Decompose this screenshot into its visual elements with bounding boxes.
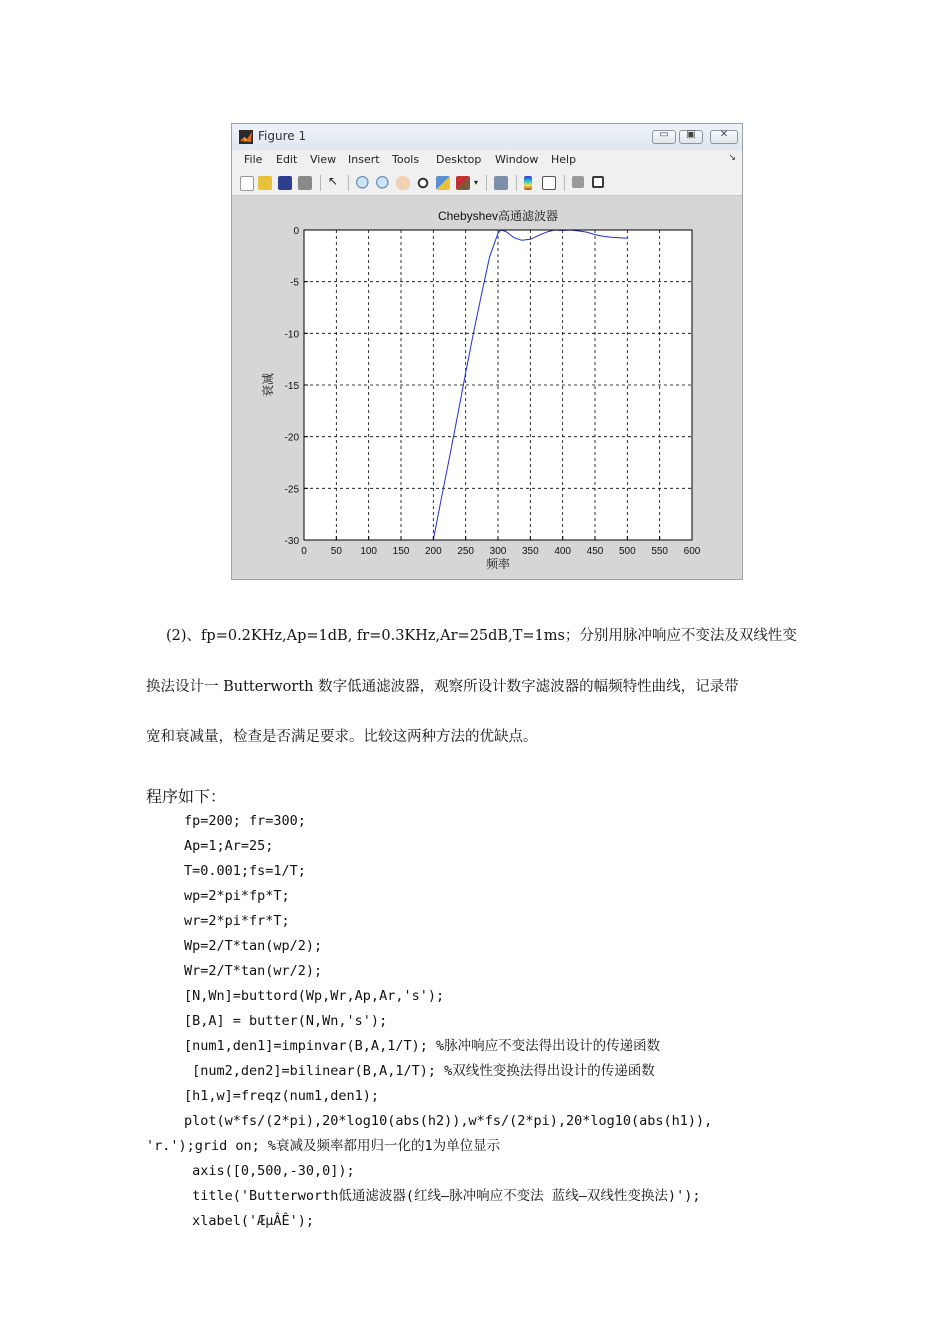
new-figure-icon[interactable] xyxy=(240,176,254,191)
toolbar-separator xyxy=(348,175,349,191)
menu-desktop[interactable]: Desktop xyxy=(436,153,482,166)
code-line: T=0.001;fs=1/T; xyxy=(184,863,306,879)
code-line: [num1,den1]=impinvar(B,A,1/T); %脉冲响应不变法得出设计的传递函数 xyxy=(184,1038,661,1054)
hide-plot-tools-icon[interactable] xyxy=(572,176,584,188)
task-paragraph-line-1: (2)、fp=0.2KHz,Ap=1dB, fr=0.3KHz,Ar=25dB,T=1ms；分别用脉冲响应不变法及双线性变 xyxy=(166,628,797,644)
code-line: [num2,den2]=bilinear(B,A,1/T); %双线性变换法得出设计的传递函数 xyxy=(184,1063,655,1079)
code-line: wr=2*pi*fr*T; xyxy=(184,913,290,929)
y-tick-label: -15 xyxy=(284,381,299,392)
x-tick-label: 200 xyxy=(424,546,442,557)
minimize-icon: ▭ xyxy=(659,129,669,140)
program-heading: 程序如下： xyxy=(146,787,227,806)
y-tick-label: -10 xyxy=(284,329,299,341)
y-axis-label: 衰减 xyxy=(261,372,275,398)
menu-help[interactable]: Help xyxy=(551,153,577,166)
x-tick-label: 300 xyxy=(489,546,507,557)
show-plot-tools-icon[interactable] xyxy=(592,176,604,188)
matlab-figure-window xyxy=(231,123,743,580)
x-tick-label: 100 xyxy=(360,546,378,557)
link-plot-icon[interactable] xyxy=(494,176,508,190)
x-tick-label: 50 xyxy=(330,546,342,557)
legend-icon[interactable] xyxy=(542,176,556,190)
close-icon: ✕ xyxy=(719,129,729,140)
code-line: axis([0,500,-30,0]); xyxy=(184,1163,355,1179)
toolbar-separator xyxy=(516,175,517,191)
x-axis-label: 频率 xyxy=(485,557,511,571)
figure-canvas xyxy=(232,196,742,580)
code-line: Wp=2/T*tan(wp/2); xyxy=(184,938,323,954)
code-line: title('Butterworth低通滤波器(红线—脉冲响应不变法 蓝线—双线性变换法)'); xyxy=(184,1188,701,1204)
brush-dropdown-icon[interactable]: ▾ xyxy=(474,178,479,187)
save-icon[interactable] xyxy=(278,176,292,190)
code-line: xlabel('ÆµÂÊ'); xyxy=(184,1213,315,1229)
code-line: Wr=2/T*tan(wr/2); xyxy=(184,963,323,979)
y-tick-label: -25 xyxy=(284,484,299,496)
menu-window[interactable]: Window xyxy=(495,153,539,166)
toolbar-separator xyxy=(486,175,487,191)
x-tick-label: 600 xyxy=(683,546,701,557)
code-line: [B,A] = butter(N,Wn,'s'); xyxy=(184,1013,388,1029)
x-tick-label: 500 xyxy=(618,546,636,557)
y-tick-label: -5 xyxy=(290,277,299,289)
open-file-icon[interactable] xyxy=(258,176,272,190)
window-title: Figure 1 xyxy=(258,129,307,143)
brush-icon[interactable] xyxy=(456,176,470,190)
x-tick-label: 350 xyxy=(521,546,539,557)
menu-tools[interactable]: Tools xyxy=(392,153,420,166)
code-line: 'r.');grid on; %衰减及频率都用归一化的1为单位显示 xyxy=(146,1138,501,1154)
x-tick-label: 250 xyxy=(457,546,475,557)
code-line: Ap=1;Ar=25; xyxy=(184,838,274,854)
x-tick-label: 450 xyxy=(586,546,604,557)
maximize-icon: ▣ xyxy=(686,129,696,140)
menu-file[interactable]: File xyxy=(244,153,263,166)
code-line: wp=2*pi*fp*T; xyxy=(184,888,290,904)
x-tick-label: 0 xyxy=(301,546,307,557)
pan-hand-icon[interactable] xyxy=(396,176,410,190)
menu-view[interactable]: View xyxy=(310,153,337,166)
x-tick-label: 400 xyxy=(554,546,572,557)
data-cursor-icon[interactable] xyxy=(436,176,450,190)
matlab-logo-icon xyxy=(239,130,253,144)
maximize-button[interactable] xyxy=(679,130,703,144)
menu-dock-arrow-icon[interactable]: ↘ xyxy=(728,153,736,163)
menu-bar xyxy=(232,150,742,170)
toolbar-separator xyxy=(564,175,565,191)
menu-insert[interactable]: Insert xyxy=(348,153,380,166)
y-tick-label: 0 xyxy=(293,226,299,237)
code-line: plot(w*fs/(2*pi),20*log10(abs(h2)),w*fs/(2*pi),20*log10(abs(h1)), xyxy=(184,1113,713,1129)
menu-edit[interactable]: Edit xyxy=(276,153,298,166)
x-tick-label: 550 xyxy=(651,546,669,557)
print-icon[interactable] xyxy=(298,176,312,190)
close-button[interactable] xyxy=(710,130,738,144)
y-tick-label: -20 xyxy=(284,432,299,444)
window-titlebar[interactable] xyxy=(232,124,742,150)
task-paragraph-line-2: 换法设计一 Butterworth 数字低通滤波器，观察所设计数字滤波器的幅频特性曲线，记录带 xyxy=(146,679,739,695)
figure-toolbar xyxy=(232,170,742,196)
chart-title: Chebyshev高通滤波器 xyxy=(437,209,559,223)
toolbar-separator xyxy=(320,175,321,191)
x-tick-label: 150 xyxy=(392,546,410,557)
code-line: fp=200; fr=300; xyxy=(184,813,306,829)
minimize-button[interactable] xyxy=(652,130,676,144)
pointer-icon[interactable]: ↖ xyxy=(328,174,339,188)
code-line: [h1,w]=freqz(num1,den1); xyxy=(184,1088,380,1104)
rotate-3d-icon[interactable] xyxy=(416,176,430,190)
colorbar-icon[interactable] xyxy=(524,176,532,190)
zoom-out-icon[interactable] xyxy=(376,176,390,190)
y-tick-label: -30 xyxy=(284,536,299,547)
task-paragraph-line-3: 宽和衰减量，检查是否满足要求。比较这两种方法的优缺点。 xyxy=(146,729,538,745)
zoom-in-icon[interactable] xyxy=(356,176,370,190)
code-line: [N,Wn]=buttord(Wp,Wr,Ap,Ar,'s'); xyxy=(184,988,445,1004)
